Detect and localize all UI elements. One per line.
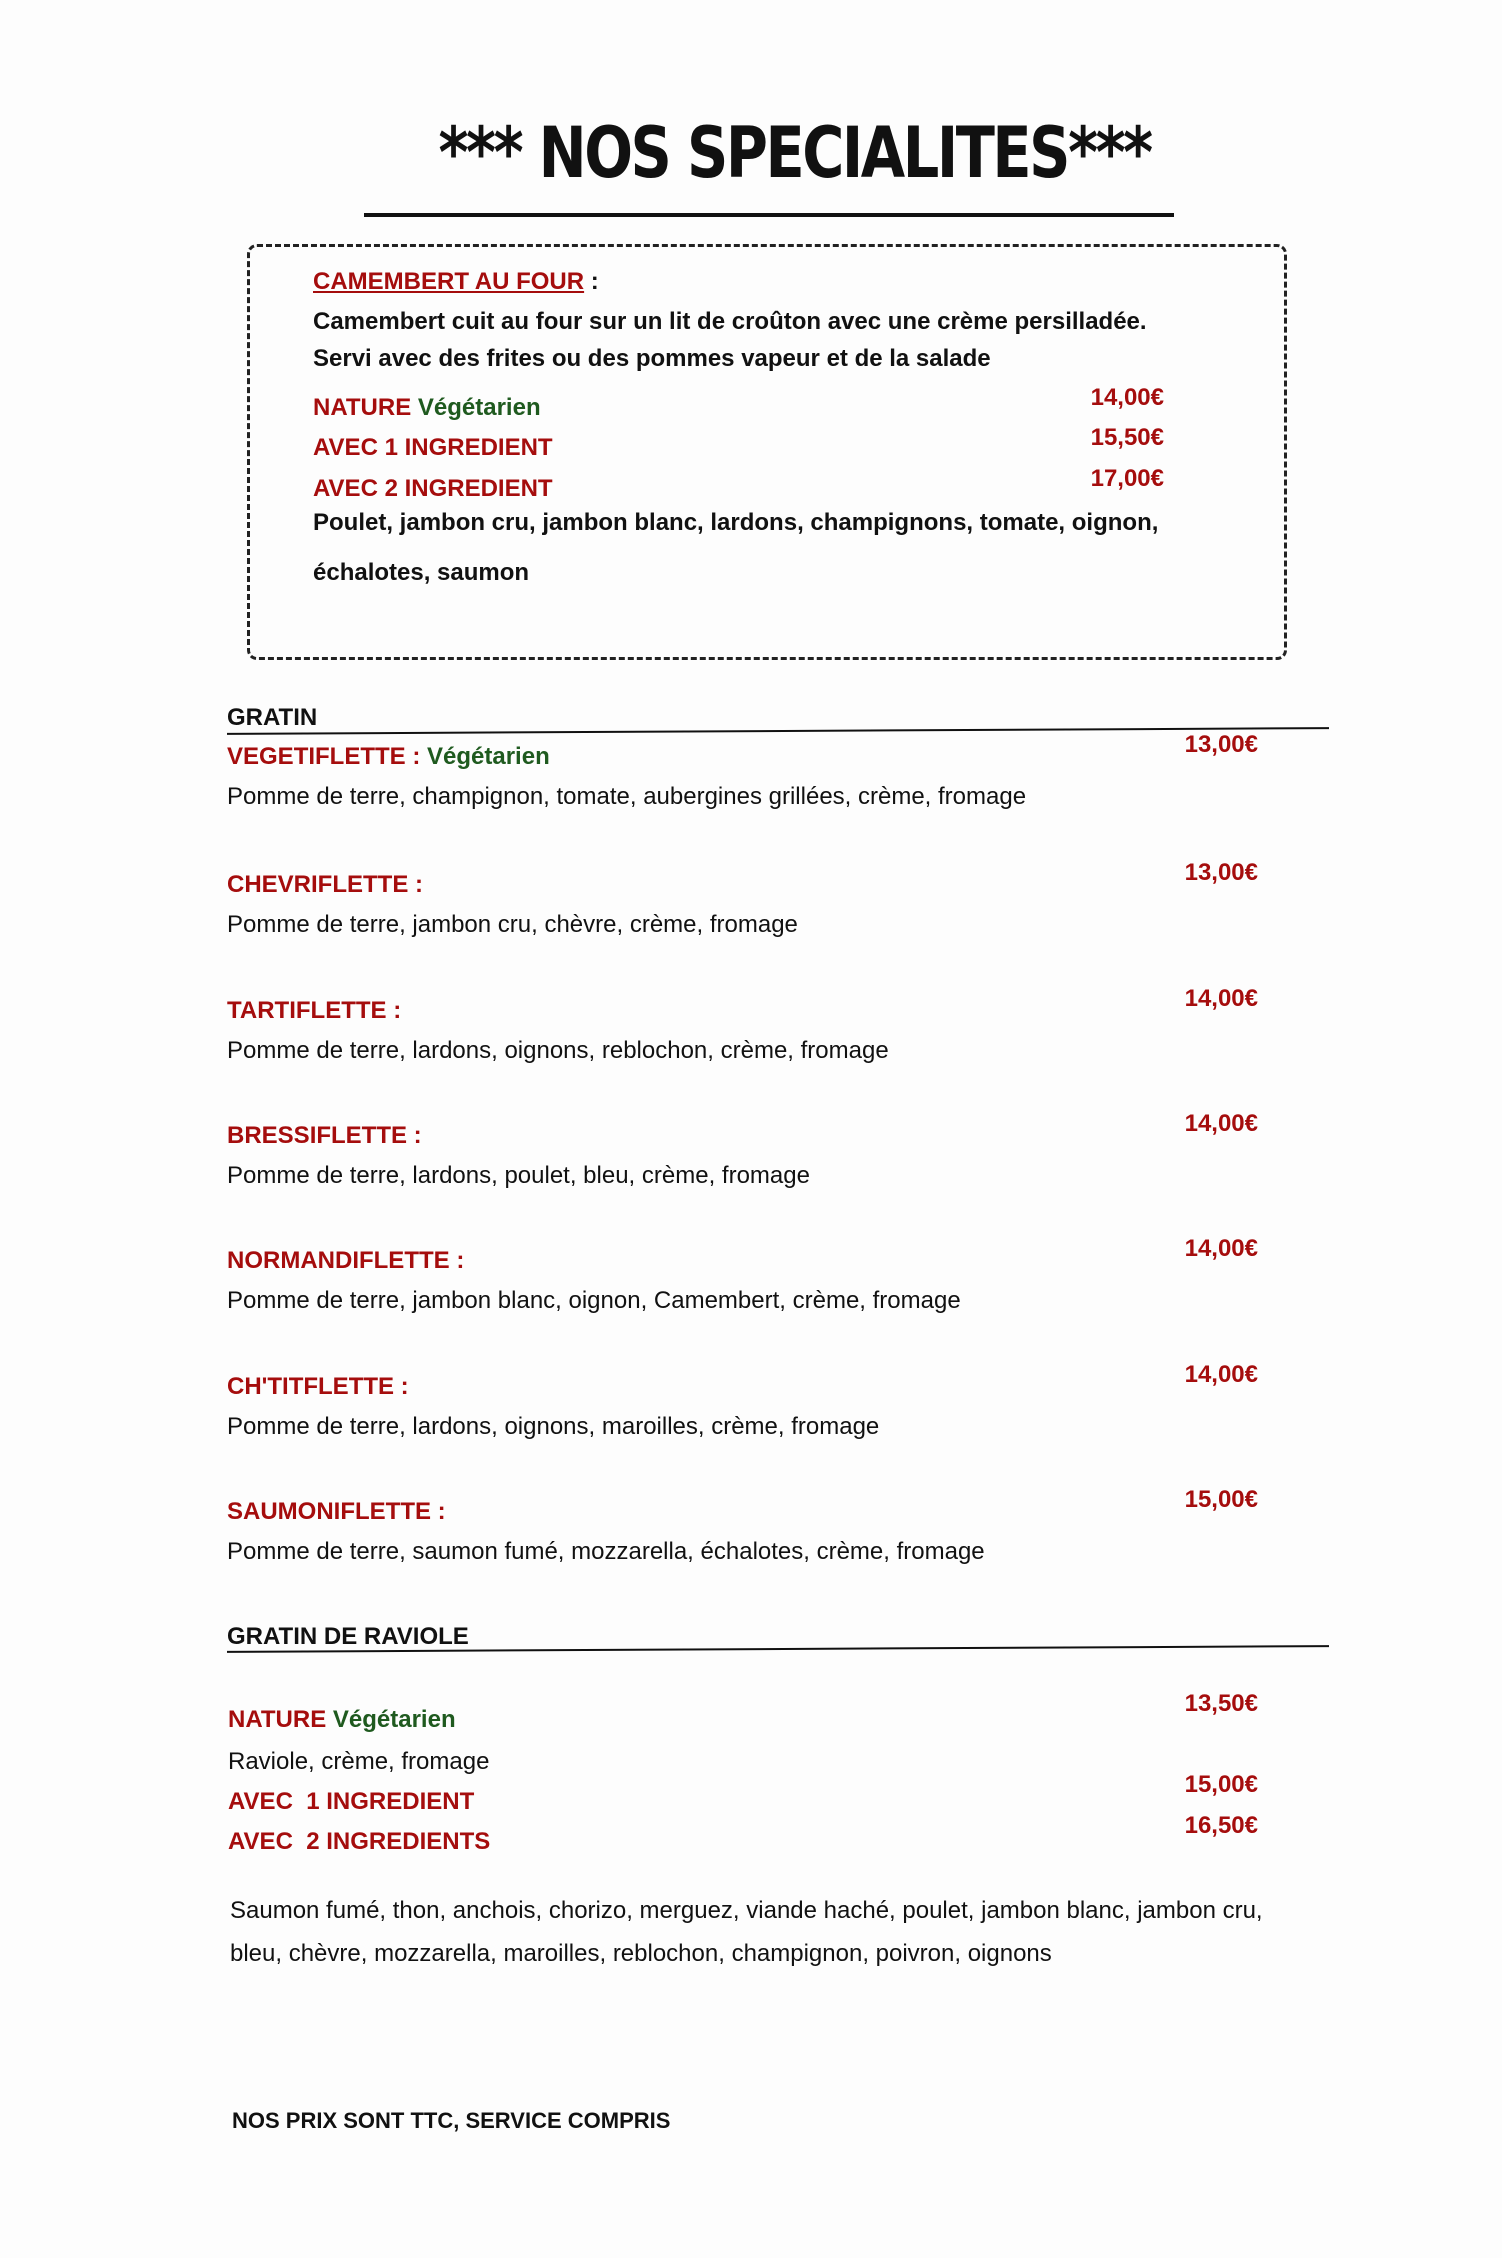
gratin-item-price: 14,00€: [1184, 1110, 1258, 1137]
gratin-item-price: 13,00€: [1184, 731, 1258, 758]
camembert-price-nature: 14,00€: [1090, 384, 1164, 411]
gratin-item-name: [227, 871, 423, 899]
gratin-item-name: [227, 1498, 446, 1526]
camembert-option-nature: [313, 394, 541, 422]
gratin-item-desc: Pomme de terre, jambon blanc, oignon, Camembert, crème, fromage: [227, 1287, 961, 1314]
option-label: NATURE: [313, 394, 412, 421]
raviole-price-nature: 13,50€: [1184, 1690, 1258, 1717]
gratin-item-desc: Pomme de terre, saumon fumé, mozzarella, échalotes, crème, fromage: [227, 1538, 985, 1565]
raviole-option-2: AVEC 2 INGREDIENTS: [228, 1828, 491, 1855]
camembert-desc-2: Servi avec des frites ou des pommes vapeur et de la salade: [313, 345, 991, 372]
gratin-item-desc: Pomme de terre, champignon, tomate, aubergines grillées, crème, fromage: [227, 783, 1027, 810]
gratin-item-desc: Pomme de terre, lardons, oignons, reblochon, crème, fromage: [227, 1037, 889, 1064]
raviole-nature-desc: Raviole, crème, fromage: [228, 1748, 490, 1775]
camembert-option-1: AVEC 1 INGREDIENT: [313, 434, 553, 461]
item-name: CHEVRIFLETTE :: [227, 871, 423, 898]
camembert-ingredients-2: échalotes, saumon: [313, 559, 530, 586]
gratin-item-price: 13,00€: [1184, 859, 1258, 886]
item-name: CH'TITFLETTE :: [227, 1373, 409, 1400]
item-name: NORMANDIFLETTE :: [227, 1247, 465, 1274]
gratin-item-name: [227, 1373, 409, 1401]
option-label: NATURE: [228, 1706, 327, 1733]
camembert-name: CAMEMBERT AU FOUR: [313, 268, 585, 295]
raviole-ingredients-2: bleu, chèvre, mozzarella, maroilles, reblochon, champignon, poivron, oignons: [230, 1940, 1052, 1967]
footer-note: NOS PRIX SONT TTC, SERVICE COMPRIS: [232, 2108, 671, 2133]
camembert-desc-1: Camembert cuit au four sur un lit de croûton avec une crème persilladée.: [313, 308, 1147, 335]
gratin-item-desc: Pomme de terre, lardons, poulet, bleu, crème, fromage: [227, 1162, 810, 1189]
gratin-item-name: [227, 997, 401, 1025]
camembert-price-1: 15,50€: [1090, 424, 1164, 451]
item-name: BRESSIFLETTE :: [227, 1122, 422, 1149]
raviole-heading: GRATIN DE RAVIOLE: [227, 1623, 469, 1650]
gratin-item-name: [227, 1122, 422, 1150]
gratin-heading: GRATIN: [227, 704, 318, 731]
item-name: SAUMONIFLETTE :: [227, 1498, 446, 1525]
raviole-nature: [228, 1706, 456, 1734]
gratin-item-price: 15,00€: [1184, 1486, 1258, 1513]
raviole-ingredients-1: Saumon fumé, thon, anchois, chorizo, merguez, viande haché, poulet, jambon blanc, jambon cru,: [230, 1897, 1263, 1924]
camembert-price-2: 17,00€: [1090, 465, 1164, 492]
title-underline: [364, 213, 1174, 217]
item-name: TARTIFLETTE :: [227, 997, 402, 1024]
gratin-item-price: 14,00€: [1184, 985, 1258, 1012]
camembert-option-2: AVEC 2 INGREDIENT: [313, 475, 553, 502]
gratin-item-price: 14,00€: [1184, 1235, 1258, 1262]
raviole-price-1: 15,00€: [1184, 1771, 1258, 1798]
page-title: *** NOS SPECIALITES***: [438, 112, 1151, 194]
item-name: VEGETIFLETTE :: [227, 743, 421, 770]
gratin-item-price: 14,00€: [1184, 1361, 1258, 1388]
gratin-item-desc: Pomme de terre, jambon cru, chèvre, crème, fromage: [227, 911, 798, 938]
gratin-item-name: [227, 743, 550, 771]
camembert-ingredients-1: Poulet, jambon cru, jambon blanc, lardons, champignons, tomate, oignon,: [313, 509, 1159, 536]
raviole-price-2: 16,50€: [1184, 1812, 1258, 1839]
gratin-item-desc: Pomme de terre, lardons, oignons, maroilles, crème, fromage: [227, 1413, 880, 1440]
vegetarian-tag: Végétarien: [326, 1706, 456, 1733]
vegetarian-tag: Végétarien: [411, 394, 541, 421]
colon: :: [584, 268, 599, 295]
gratin-item-name: [227, 1247, 464, 1275]
raviole-option-1: AVEC 1 INGREDIENT: [228, 1788, 475, 1815]
camembert-title: [313, 268, 599, 296]
vegetarian-tag: Végétarien: [420, 743, 550, 770]
